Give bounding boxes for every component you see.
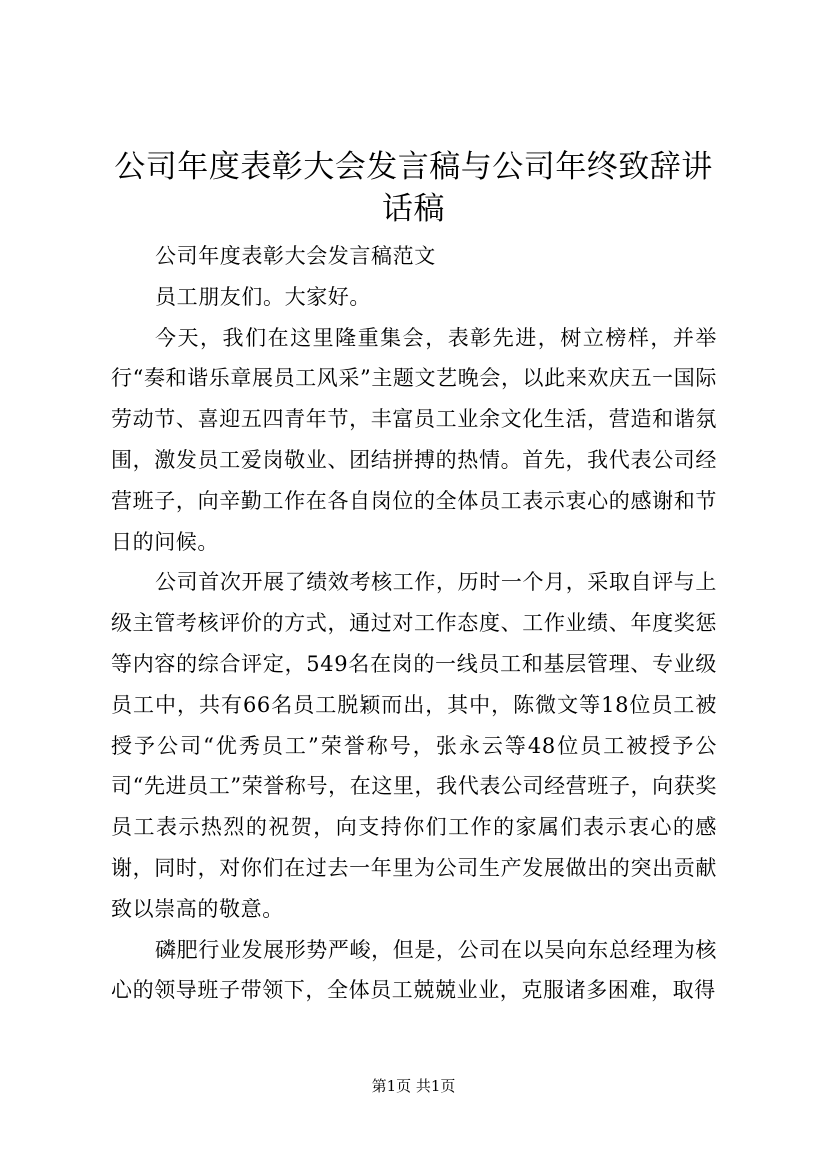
paragraph-awards: 公司首次开展了绩效考核工作，历时一个月，采取自评与上级主管考核评价的方式，通过对工作态度、工作业绩、年度奖惩等内容的综合评定，549名在岗的一线员工和基层管理、专业级员工中，共有66名员工脱颖而出，其中，陈微文等18位员工被授予公司“优秀员工”荣誉称号，张永云等48位员工被授予公司“先进员工”荣誉称号，在这里，我代表公司经营班子，向获奖员工表示热烈的祝贺，向支持你们工作的家属们表示衷心的感谢，同时，对你们在过去一年里为公司生产发展做出的突出贡献致以崇高的敬意。 (111, 570, 717, 921)
page-footer: 第1页 共1页 (371, 1077, 456, 1095)
paragraph-greeting: 员工朋友们。大家好。 (155, 284, 371, 309)
paragraph-opening: 今天，我们在这里隆重集会，表彰先进，树立榜样，并举行“奏和谐乐章展员工风采”主题文艺晚会，以此来欢庆五一国际劳动节、喜迎五四青年节，丰富员工业余文化生活，营造和谐氛围，激发员工爱岗敬业、团结拼搏的热情。首先，我代表公司经营班子，向辛勤工作在各自岗位的全体员工表示衷心的感谢和节日的问候。 (111, 325, 717, 554)
paragraph-industry: 磷肥行业发展形势严峻，但是，公司在以吴向东总经理为核心的领导班子带领下，全体员工兢兢业业，克服诸多困难，取得 (111, 937, 717, 1003)
document-body (111, 236, 717, 1011)
document-title: 公司年度表彰大会发言稿与公司年终致辞讲话稿 (114, 149, 713, 227)
paragraph-subtitle: 公司年度表彰大会发言稿范文 (155, 244, 436, 268)
